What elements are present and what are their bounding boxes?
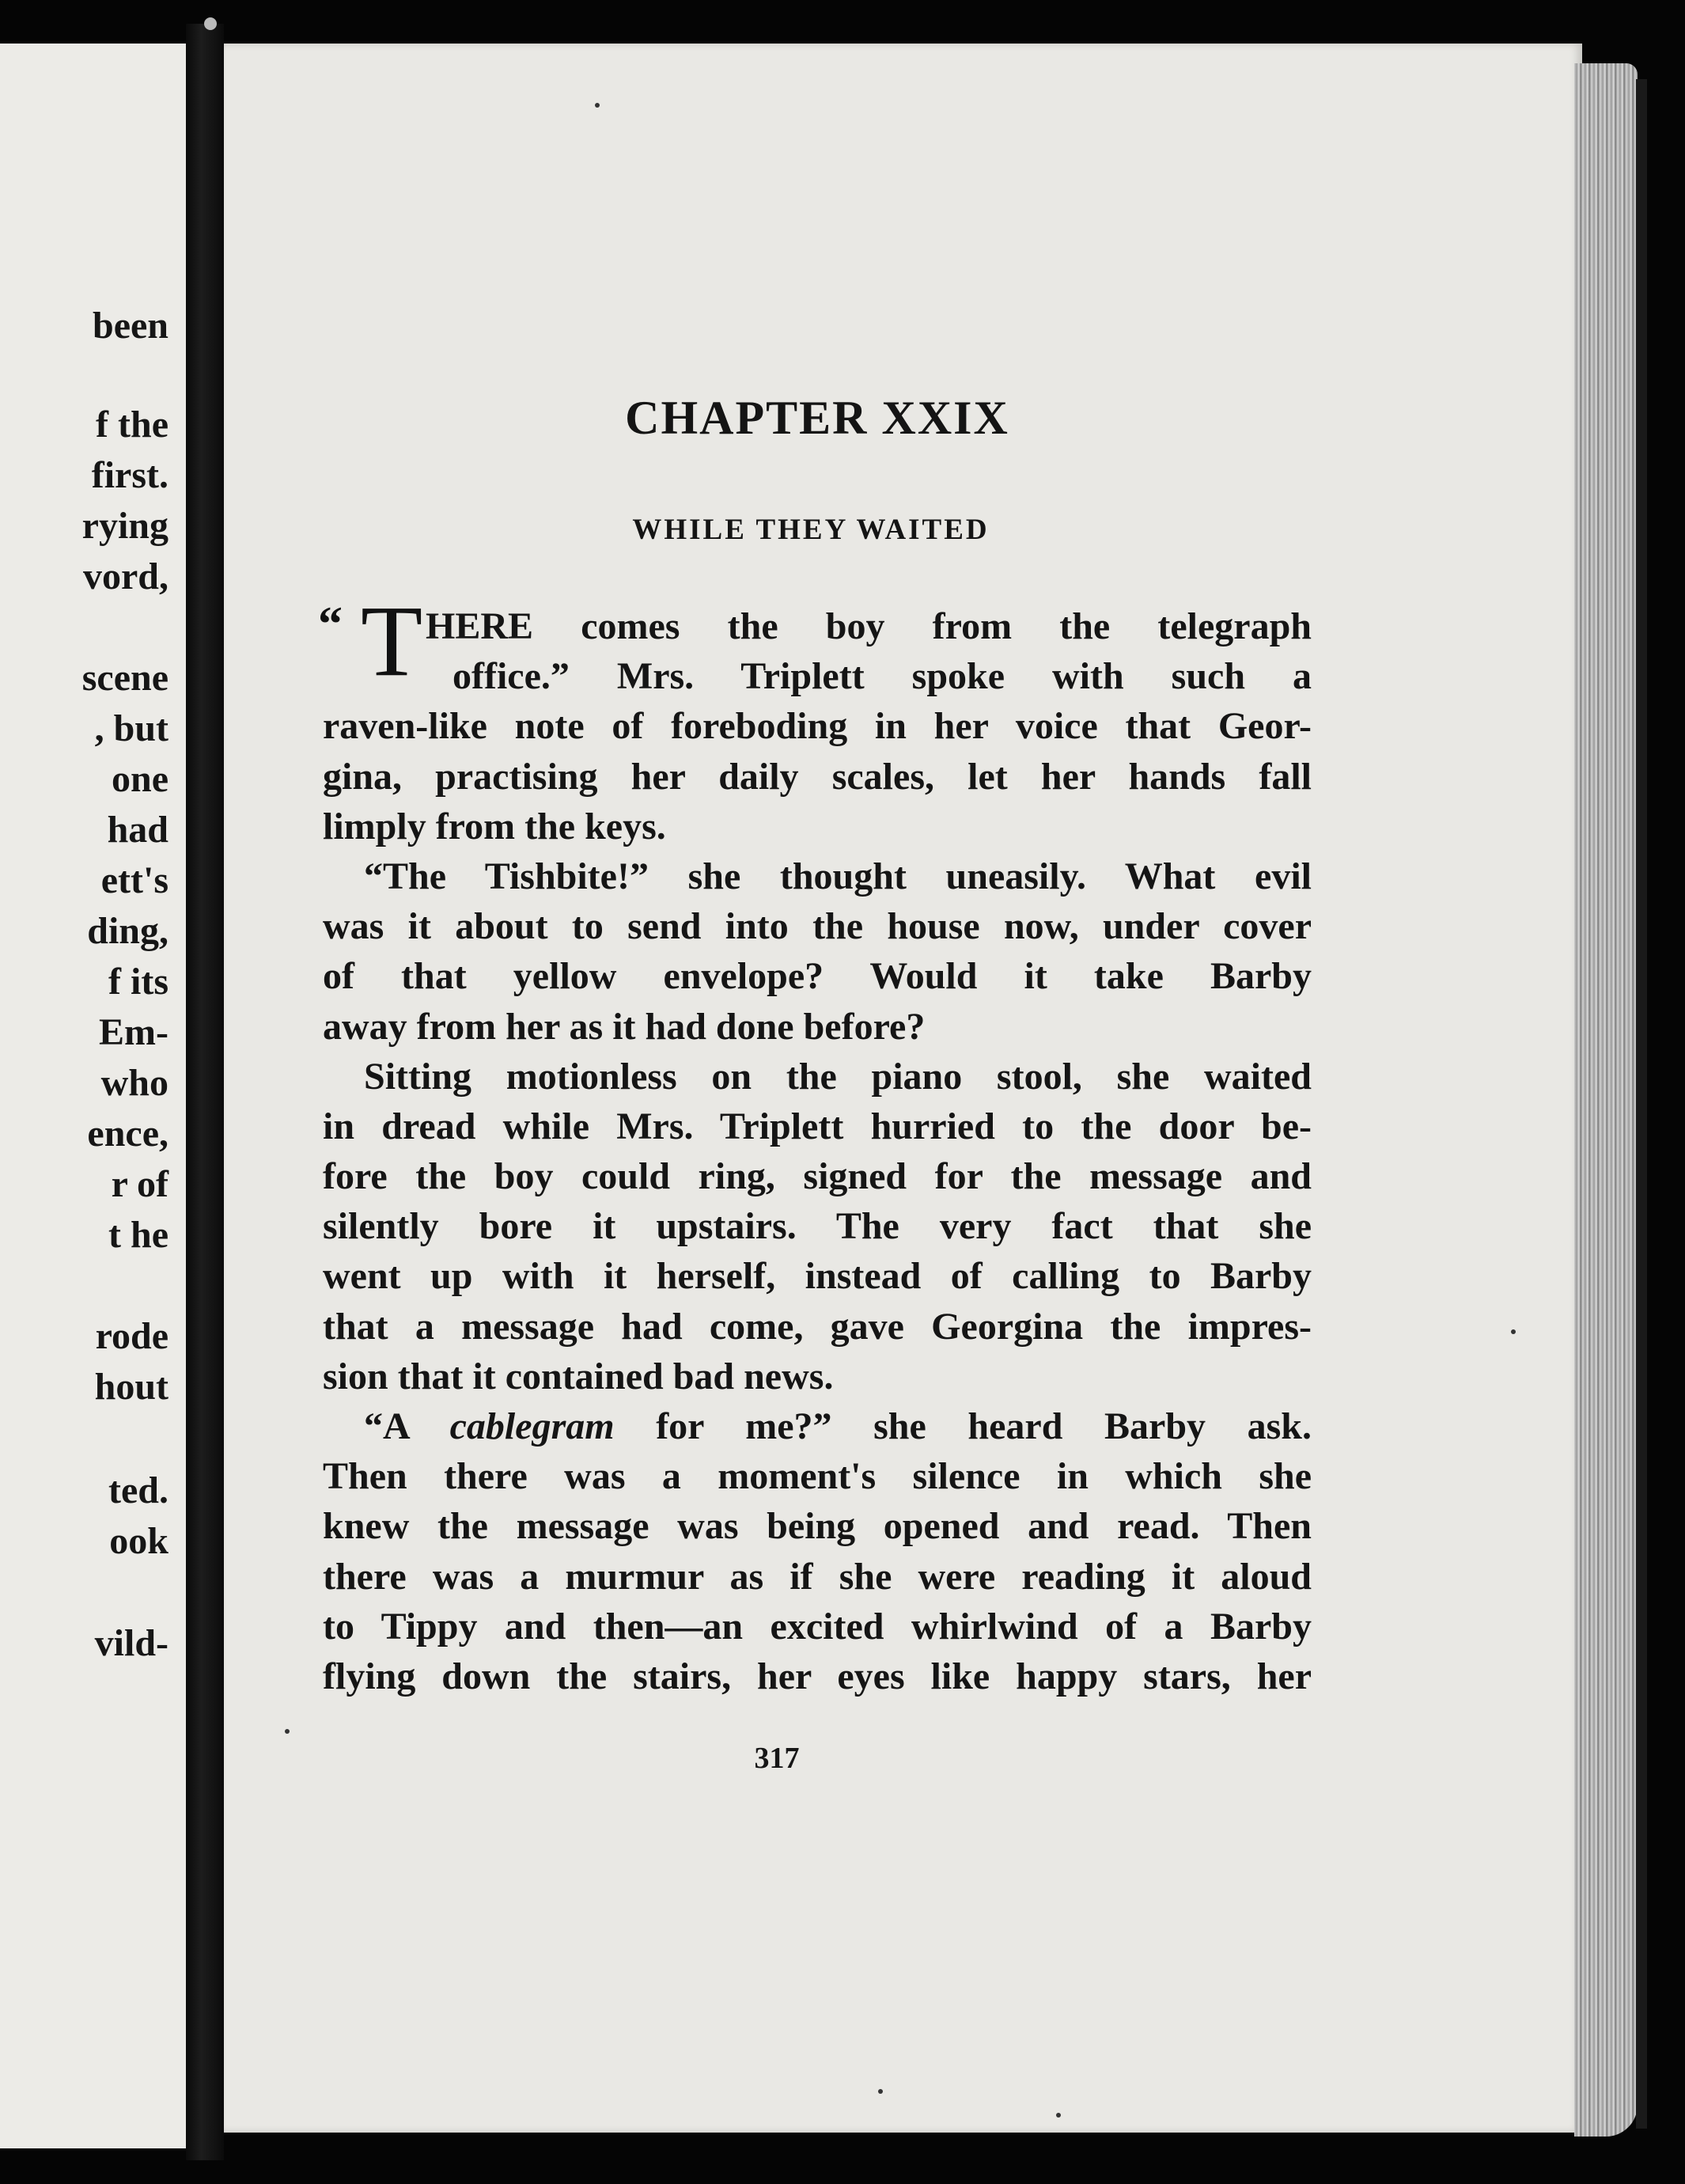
text-line: to Tippy and then—an excited whirlwind of a Barby (323, 1605, 1312, 1647)
binding-bolt-icon (204, 17, 217, 30)
text-line: limply from the keys. (323, 805, 666, 847)
text-line: went up with it herself, instead of calling to Barby (323, 1255, 1312, 1298)
text-line: silently bore it upstairs. The very fact that she (323, 1205, 1312, 1248)
text-line: raven-like note of foreboding in her voice that Geor- (323, 705, 1312, 748)
left-page-line: ding, (87, 910, 168, 952)
print-speck (285, 1729, 290, 1734)
left-page-line: been (93, 305, 168, 347)
left-page-line: vild- (94, 1622, 168, 1664)
left-page-line: rode (95, 1315, 168, 1357)
body-text (318, 585, 1312, 1701)
chapter-subtitle-text: WHILE THEY WAITED (632, 514, 990, 546)
text-line: fore the boy could ring, signed for the message and (323, 1155, 1312, 1198)
text-line: was it about to send into the house now, under cover (323, 905, 1312, 948)
left-page-line: ence, (87, 1113, 168, 1155)
page-edges (1574, 63, 1638, 2137)
text-line: Then there was a moment's silence in which she (323, 1455, 1312, 1498)
left-page-line: t he (108, 1214, 168, 1256)
text-line: away from her as it had done before? (323, 1005, 926, 1048)
text-line: that a message had come, gave Georgina the impres- (323, 1305, 1312, 1348)
left-page-line: hout (94, 1366, 168, 1408)
left-facing-page (0, 44, 186, 2148)
left-page-line: vord, (83, 555, 168, 597)
text-line: in dread while Mrs. Triplett hurried to the door be- (323, 1105, 1312, 1147)
drop-cap: T (361, 585, 423, 697)
chapter-subtitle (0, 513, 1685, 547)
chapter-title-text: CHAPTER XXIX (625, 392, 1009, 444)
emphasized-word: cablegram (449, 1405, 615, 1447)
text-line: there was a murmur as if she were reading it aloud (323, 1555, 1312, 1598)
text-line: gina, practising her daily scales, let her hands fall (323, 755, 1312, 798)
left-page-line: ted. (108, 1469, 168, 1511)
left-page-line: r of (111, 1163, 168, 1205)
print-speck (878, 2089, 883, 2094)
print-speck (1056, 2113, 1061, 2118)
left-page-line: ook (109, 1520, 168, 1562)
text-line: flying down the stairs, her eyes like happy stars, her (323, 1655, 1312, 1697)
left-page-line: one (112, 758, 168, 800)
left-page-line: ett's (100, 859, 168, 901)
cover-edge (1636, 79, 1647, 2129)
print-speck (1511, 1329, 1516, 1334)
left-page-line: scene (81, 657, 168, 699)
text-line: of that yellow envelope? Would it take Barby (323, 955, 1312, 998)
text-line: knew the message was being opened and read. Then (323, 1505, 1312, 1548)
left-page-line: , but (94, 707, 168, 749)
book-gutter (186, 24, 224, 2160)
left-page-line: who (100, 1062, 168, 1104)
text-line: “A cablegram for me?” she heard Barby ask. (364, 1405, 1312, 1447)
text-line: “The Tishbite!” she thought uneasily. What evil (364, 855, 1312, 897)
print-speck (595, 103, 600, 108)
left-page-line: first. (91, 454, 168, 496)
drop-quote: “ (318, 597, 343, 651)
left-page-line: f the (96, 404, 168, 446)
left-page-line: f its (108, 961, 168, 1003)
text-line: HERE comes the boy from the telegraph (426, 605, 1312, 647)
text-line: Sitting motionless on the piano stool, she waited (364, 1055, 1312, 1098)
left-page-line: rying (81, 505, 168, 547)
page-number-text: 317 (754, 1742, 800, 1775)
left-page-line: had (107, 809, 168, 851)
chapter-title (0, 391, 1676, 446)
opening-paragraph-start (318, 585, 1312, 701)
text-line: office.” Mrs. Triplett spoke with such a (452, 655, 1312, 698)
text-line: sion that it contained bad news. (323, 1355, 834, 1397)
page-number (0, 1741, 1685, 1776)
left-page-line: Em- (99, 1011, 168, 1053)
